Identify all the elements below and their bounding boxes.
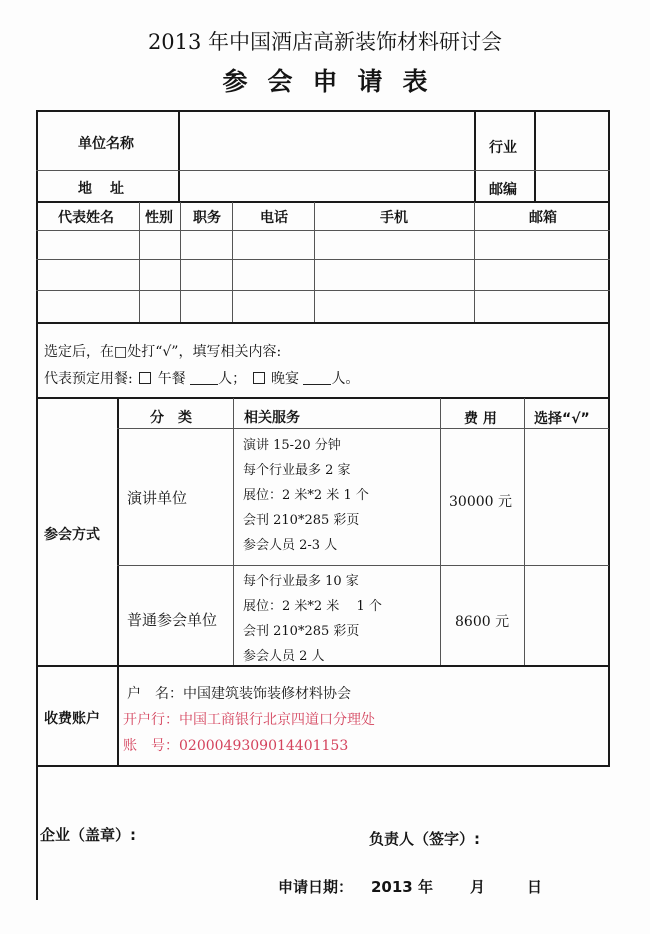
service-line: 参会人员 2 人 [243, 649, 325, 664]
account-bank: 开户行：中国工商银行北京四道口分理处 [123, 712, 375, 728]
apply-date-day: 日 [527, 878, 543, 896]
option-general-services [243, 569, 382, 669]
service-line: 展位：2 米*2 米 1 个 [243, 488, 369, 503]
postcode-label: 邮编 [489, 182, 517, 198]
payment-label: 收费账户 [44, 711, 100, 727]
lunch-count-field[interactable] [190, 370, 218, 385]
service-line: 会刊 210*285 彩页 [243, 624, 360, 639]
col-email: 邮箱 [529, 210, 557, 226]
col-category: 分 类 [150, 410, 192, 426]
option-speaker-fee: 30000 元 [449, 494, 512, 510]
col-rep-name: 代表姓名 [58, 210, 114, 226]
meal-booking-line [44, 368, 359, 388]
responsible-signature-label: 负责人（签字）: [369, 830, 480, 848]
dinner-checkbox[interactable] [253, 372, 265, 384]
option-general-category: 普通参会单位 [127, 611, 218, 629]
col-phone: 电话 [260, 210, 288, 226]
meal-instructions: 选定后，在□处打“√”，填写相关内容: [44, 344, 282, 360]
option-general-select-cell[interactable] [526, 567, 608, 664]
form-title: 2013 年中国酒店高新装饰材料研讨会 [147, 30, 503, 54]
apply-date-month: 月 [470, 878, 486, 896]
service-line: 参会人员 2-3 人 [243, 538, 338, 553]
service-line: 会刊 210*285 彩页 [243, 513, 360, 528]
dinner-label: 晚宴 [270, 371, 299, 387]
account-number: 账 号：0200049309014401153 [123, 738, 349, 754]
col-services: 相关服务 [244, 410, 300, 426]
dinner-unit: 人。 [331, 371, 360, 387]
form-subtitle: 参会申请表 [222, 67, 448, 96]
lunch-unit: 人； [218, 371, 247, 387]
meal-prefix: 代表预定用餐: [44, 371, 133, 387]
option-speaker-select-cell[interactable] [526, 430, 608, 564]
service-line: 演讲 15-20 分钟 [243, 438, 341, 453]
participation-label: 参会方式 [44, 527, 100, 543]
option-speaker-services [243, 433, 369, 558]
option-general-fee: 8600 元 [455, 614, 510, 630]
service-line: 每个行业最多 2 家 [243, 463, 351, 478]
apply-date-year: 2013 年 [371, 878, 433, 896]
col-fee: 费 用 [464, 411, 497, 427]
apply-date-label: 申请日期： [278, 878, 354, 896]
lunch-checkbox[interactable] [139, 372, 151, 384]
service-line: 每个行业最多 10 家 [243, 574, 359, 589]
service-line: 展位：2 米*2 米 1 个 [243, 599, 382, 614]
col-select: 选择“√” [534, 411, 590, 427]
account-name: 户 名：中国建筑装饰装修材料协会 [127, 686, 351, 702]
col-position: 职务 [193, 210, 221, 226]
company-seal-label: 企业（盖章）: [40, 826, 136, 844]
col-gender: 性别 [145, 210, 173, 226]
address-label: 地 址 [78, 181, 126, 197]
option-speaker-category: 演讲单位 [127, 489, 188, 507]
industry-label: 行业 [489, 140, 517, 156]
dinner-count-field[interactable] [303, 370, 331, 385]
col-mobile: 手机 [380, 210, 408, 226]
lunch-label: 午餐 [157, 371, 186, 387]
unit-name-label: 单位名称 [78, 136, 134, 152]
